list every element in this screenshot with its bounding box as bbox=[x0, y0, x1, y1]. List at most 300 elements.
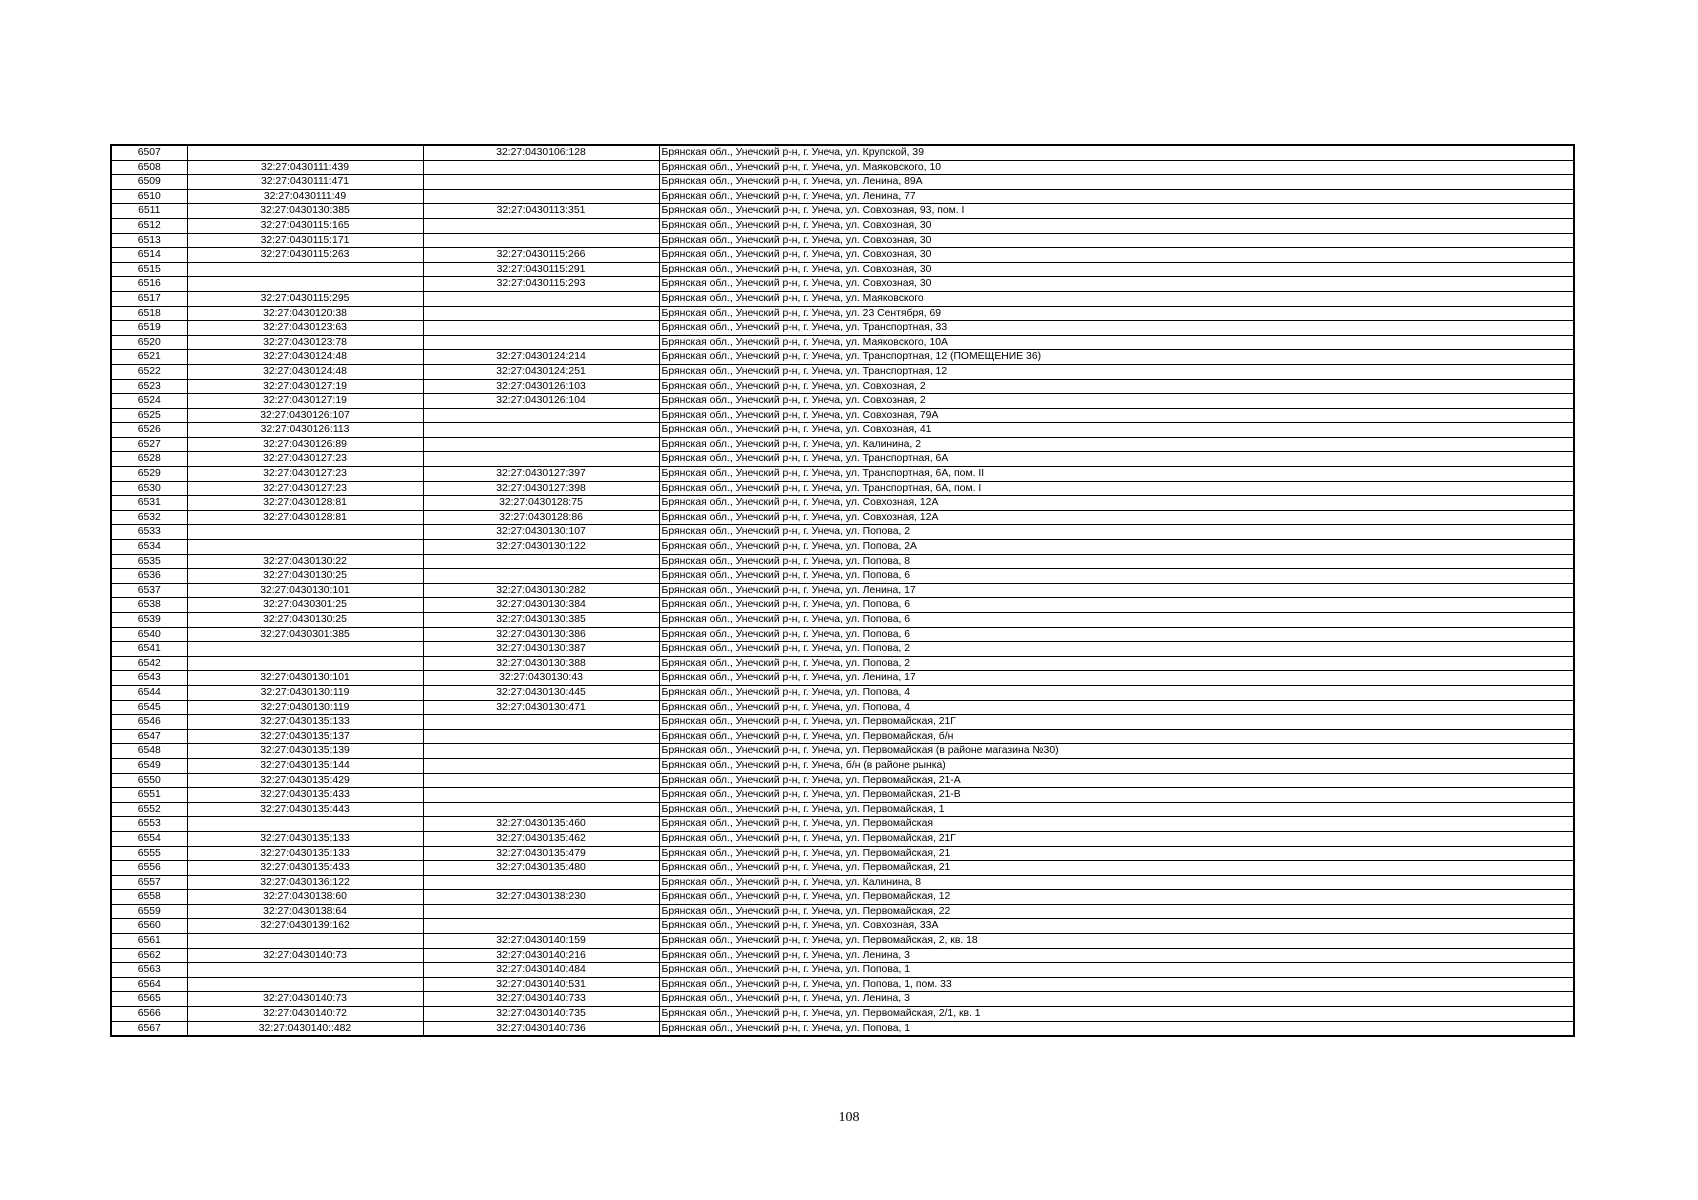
object-cadastral-number-cell bbox=[423, 291, 659, 306]
cadastral-number-cell bbox=[187, 934, 423, 949]
cadastral-number-cell: 32:27:0430124:48 bbox=[187, 350, 423, 365]
table-row bbox=[111, 934, 1574, 949]
object-cadastral-number-cell: 32:27:0430140:531 bbox=[423, 977, 659, 992]
table-row bbox=[111, 992, 1574, 1007]
address-cell: Брянская обл., Унечский р-н, г. Унеча, ул. Совхозная, 30 bbox=[659, 248, 1574, 263]
row-number-cell: 6544 bbox=[111, 685, 187, 700]
object-cadastral-number-cell bbox=[423, 729, 659, 744]
address-cell: Брянская обл., Унечский р-н, г. Унеча, ул. Совхозная, 30 bbox=[659, 233, 1574, 248]
object-cadastral-number-cell: 32:27:0430126:103 bbox=[423, 379, 659, 394]
cadastral-number-cell: 32:27:0430127:19 bbox=[187, 394, 423, 409]
object-cadastral-number-cell bbox=[423, 904, 659, 919]
object-cadastral-number-cell bbox=[423, 788, 659, 803]
object-cadastral-number-cell bbox=[423, 802, 659, 817]
object-cadastral-number-cell: 32:27:0430130:384 bbox=[423, 598, 659, 613]
table-row bbox=[111, 904, 1574, 919]
table-row bbox=[111, 175, 1574, 190]
row-number-cell: 6516 bbox=[111, 277, 187, 292]
object-cadastral-number-cell bbox=[423, 554, 659, 569]
cadastral-number-cell: 32:27:0430124:48 bbox=[187, 364, 423, 379]
cadastral-number-cell: 32:27:0430140:73 bbox=[187, 948, 423, 963]
table-row bbox=[111, 875, 1574, 890]
register-table-body bbox=[111, 145, 1574, 1036]
cadastral-number-cell: 32:27:0430130:25 bbox=[187, 613, 423, 628]
row-number-cell: 6520 bbox=[111, 335, 187, 350]
cadastral-number-cell bbox=[187, 277, 423, 292]
cadastral-number-cell: 32:27:0430138:60 bbox=[187, 890, 423, 905]
address-cell: Брянская обл., Унечский р-н, г. Унеча, ул. Ленина, 3 bbox=[659, 948, 1574, 963]
address-cell: Брянская обл., Унечский р-н, г. Унеча, ул. Маяковского bbox=[659, 291, 1574, 306]
object-cadastral-number-cell: 32:27:0430135:479 bbox=[423, 846, 659, 861]
table-row bbox=[111, 291, 1574, 306]
table-row bbox=[111, 423, 1574, 438]
cadastral-number-cell: 32:27:0430135:133 bbox=[187, 846, 423, 861]
row-number-cell: 6560 bbox=[111, 919, 187, 934]
object-cadastral-number-cell: 32:27:0430140:735 bbox=[423, 1007, 659, 1022]
table-row bbox=[111, 1007, 1574, 1022]
cadastral-number-cell bbox=[187, 656, 423, 671]
row-number-cell: 6522 bbox=[111, 364, 187, 379]
object-cadastral-number-cell: 32:27:0430140:484 bbox=[423, 963, 659, 978]
cadastral-number-cell: 32:27:0430111:439 bbox=[187, 160, 423, 175]
table-row bbox=[111, 919, 1574, 934]
table-row bbox=[111, 744, 1574, 759]
address-cell: Брянская обл., Унечский р-н, г. Унеча, ул. Совхозная, 12А bbox=[659, 496, 1574, 511]
object-cadastral-number-cell bbox=[423, 306, 659, 321]
address-cell: Брянская обл., Унечский р-н, г. Унеча, ул. Попова, 6 bbox=[659, 598, 1574, 613]
address-cell: Брянская обл., Унечский р-н, г. Унеча, ул. Попова, 2 bbox=[659, 525, 1574, 540]
row-number-cell: 6546 bbox=[111, 715, 187, 730]
row-number-cell: 6556 bbox=[111, 861, 187, 876]
object-cadastral-number-cell bbox=[423, 452, 659, 467]
row-number-cell: 6512 bbox=[111, 218, 187, 233]
address-cell: Брянская обл., Унечский р-н, г. Унеча, ул. Попова, 4 bbox=[659, 700, 1574, 715]
row-number-cell: 6542 bbox=[111, 656, 187, 671]
cadastral-number-cell: 32:27:0430135:139 bbox=[187, 744, 423, 759]
object-cadastral-number-cell: 32:27:0430124:251 bbox=[423, 364, 659, 379]
address-cell: Брянская обл., Унечский р-н, г. Унеча, ул. Попова, 1 bbox=[659, 963, 1574, 978]
table-row bbox=[111, 364, 1574, 379]
row-number-cell: 6528 bbox=[111, 452, 187, 467]
cadastral-number-cell: 32:27:0430138:64 bbox=[187, 904, 423, 919]
table-row bbox=[111, 802, 1574, 817]
object-cadastral-number-cell bbox=[423, 715, 659, 730]
object-cadastral-number-cell: 32:27:0430130:385 bbox=[423, 613, 659, 628]
object-cadastral-number-cell bbox=[423, 919, 659, 934]
object-cadastral-number-cell bbox=[423, 321, 659, 336]
row-number-cell: 6566 bbox=[111, 1007, 187, 1022]
table-row bbox=[111, 145, 1574, 160]
table-row bbox=[111, 729, 1574, 744]
cadastral-number-cell: 32:27:0430130:22 bbox=[187, 554, 423, 569]
object-cadastral-number-cell: 32:27:0430140:733 bbox=[423, 992, 659, 1007]
cadastral-number-cell bbox=[187, 817, 423, 832]
object-cadastral-number-cell bbox=[423, 218, 659, 233]
row-number-cell: 6564 bbox=[111, 977, 187, 992]
object-cadastral-number-cell: 32:27:0430113:351 bbox=[423, 204, 659, 219]
address-cell: Брянская обл., Унечский р-н, г. Унеча, ул. Совхозная, 33А bbox=[659, 919, 1574, 934]
cadastral-number-cell: 32:27:0430127:19 bbox=[187, 379, 423, 394]
address-cell: Брянская обл., Унечский р-н, г. Унеча, ул. Попова, 1, пом. 33 bbox=[659, 977, 1574, 992]
address-cell: Брянская обл., Унечский р-н, г. Унеча, ул. Первомайская, 12 bbox=[659, 890, 1574, 905]
object-cadastral-number-cell: 32:27:0430106:128 bbox=[423, 145, 659, 160]
address-cell: Брянская обл., Унечский р-н, г. Унеча, ул. Ленина, 17 bbox=[659, 671, 1574, 686]
table-row bbox=[111, 613, 1574, 628]
address-cell: Брянская обл., Унечский р-н, г. Унеча, б/н (в районе рынка) bbox=[659, 758, 1574, 773]
row-number-cell: 6511 bbox=[111, 204, 187, 219]
cadastral-number-cell: 32:27:0430115:263 bbox=[187, 248, 423, 263]
row-number-cell: 6525 bbox=[111, 408, 187, 423]
object-cadastral-number-cell bbox=[423, 875, 659, 890]
object-cadastral-number-cell: 32:27:0430115:293 bbox=[423, 277, 659, 292]
address-cell: Брянская обл., Унечский р-н, г. Унеча, ул. Попова, 2 bbox=[659, 642, 1574, 657]
table-row bbox=[111, 642, 1574, 657]
row-number-cell: 6514 bbox=[111, 248, 187, 263]
table-row bbox=[111, 350, 1574, 365]
row-number-cell: 6537 bbox=[111, 583, 187, 598]
cadastral-number-cell bbox=[187, 145, 423, 160]
object-cadastral-number-cell: 32:27:0430130:122 bbox=[423, 540, 659, 555]
object-cadastral-number-cell: 32:27:0430138:230 bbox=[423, 890, 659, 905]
row-number-cell: 6559 bbox=[111, 904, 187, 919]
table-row bbox=[111, 277, 1574, 292]
cadastral-number-cell: 32:27:0430115:295 bbox=[187, 291, 423, 306]
cadastral-number-cell bbox=[187, 540, 423, 555]
table-row bbox=[111, 510, 1574, 525]
address-cell: Брянская обл., Унечский р-н, г. Унеча, ул. Первомайская, 21-В bbox=[659, 788, 1574, 803]
address-cell: Брянская обл., Унечский р-н, г. Унеча, ул. Калинина, 2 bbox=[659, 437, 1574, 452]
table-row bbox=[111, 671, 1574, 686]
table-row bbox=[111, 700, 1574, 715]
address-cell: Брянская обл., Унечский р-н, г. Унеча, ул. Транспортная, 12 bbox=[659, 364, 1574, 379]
address-cell: Брянская обл., Унечский р-н, г. Унеча, ул. Транспортная, 6А, пом. I bbox=[659, 481, 1574, 496]
row-number-cell: 6526 bbox=[111, 423, 187, 438]
cadastral-number-cell: 32:27:0430135:137 bbox=[187, 729, 423, 744]
address-cell: Брянская обл., Унечский р-н, г. Унеча, ул. Первомайская, 1 bbox=[659, 802, 1574, 817]
table-row bbox=[111, 598, 1574, 613]
row-number-cell: 6565 bbox=[111, 992, 187, 1007]
address-cell: Брянская обл., Унечский р-н, г. Унеча, ул. 23 Сентября, 69 bbox=[659, 306, 1574, 321]
row-number-cell: 6519 bbox=[111, 321, 187, 336]
row-number-cell: 6535 bbox=[111, 554, 187, 569]
address-cell: Брянская обл., Унечский р-н, г. Унеча, ул. Транспортная, 6А, пом. II bbox=[659, 467, 1574, 482]
cadastral-number-cell: 32:27:0430135:433 bbox=[187, 788, 423, 803]
cadastral-number-cell: 32:27:0430123:78 bbox=[187, 335, 423, 350]
address-cell: Брянская обл., Унечский р-н, г. Унеча, ул. Попова, 6 bbox=[659, 613, 1574, 628]
address-cell: Брянская обл., Унечский р-н, г. Унеча, ул. Попова, 4 bbox=[659, 685, 1574, 700]
address-cell: Брянская обл., Унечский р-н, г. Унеча, ул. Транспортная, 12 (ПОМЕЩЕНИЕ 36) bbox=[659, 350, 1574, 365]
address-cell: Брянская обл., Унечский р-н, г. Унеча, ул. Попова, 1 bbox=[659, 1021, 1574, 1036]
cadastral-number-cell: 32:27:0430139:162 bbox=[187, 919, 423, 934]
row-number-cell: 6518 bbox=[111, 306, 187, 321]
address-cell: Брянская обл., Унечский р-н, г. Унеча, ул. Совхозная, 79А bbox=[659, 408, 1574, 423]
row-number-cell: 6553 bbox=[111, 817, 187, 832]
address-cell: Брянская обл., Унечский р-н, г. Унеча, ул. Транспортная, 33 bbox=[659, 321, 1574, 336]
cadastral-number-cell: 32:27:0430130:101 bbox=[187, 671, 423, 686]
address-cell: Брянская обл., Унечский р-н, г. Унеча, ул. Совхозная, 41 bbox=[659, 423, 1574, 438]
object-cadastral-number-cell bbox=[423, 569, 659, 584]
table-row bbox=[111, 540, 1574, 555]
object-cadastral-number-cell bbox=[423, 160, 659, 175]
table-row bbox=[111, 977, 1574, 992]
address-cell: Брянская обл., Унечский р-н, г. Унеча, ул. Первомайская bbox=[659, 817, 1574, 832]
row-number-cell: 6552 bbox=[111, 802, 187, 817]
row-number-cell: 6563 bbox=[111, 963, 187, 978]
row-number-cell: 6517 bbox=[111, 291, 187, 306]
row-number-cell: 6549 bbox=[111, 758, 187, 773]
address-cell: Брянская обл., Унечский р-н, г. Унеча, ул. Совхозная, 2 bbox=[659, 379, 1574, 394]
table-row bbox=[111, 554, 1574, 569]
row-number-cell: 6562 bbox=[111, 948, 187, 963]
table-row bbox=[111, 846, 1574, 861]
object-cadastral-number-cell bbox=[423, 408, 659, 423]
cadastral-number-cell: 32:27:0430115:171 bbox=[187, 233, 423, 248]
table-row bbox=[111, 831, 1574, 846]
cadastral-number-cell: 32:27:0430130:25 bbox=[187, 569, 423, 584]
cadastral-number-cell: 32:27:0430140:72 bbox=[187, 1007, 423, 1022]
cadastral-number-cell: 32:27:0430135:133 bbox=[187, 831, 423, 846]
object-cadastral-number-cell: 32:27:0430140:216 bbox=[423, 948, 659, 963]
object-cadastral-number-cell bbox=[423, 233, 659, 248]
object-cadastral-number-cell bbox=[423, 335, 659, 350]
table-row bbox=[111, 525, 1574, 540]
table-row bbox=[111, 437, 1574, 452]
object-cadastral-number-cell: 32:27:0430126:104 bbox=[423, 394, 659, 409]
object-cadastral-number-cell: 32:27:0430130:445 bbox=[423, 685, 659, 700]
table-row bbox=[111, 160, 1574, 175]
object-cadastral-number-cell bbox=[423, 437, 659, 452]
table-row bbox=[111, 408, 1574, 423]
cadastral-number-cell: 32:27:0430128:81 bbox=[187, 496, 423, 511]
row-number-cell: 6534 bbox=[111, 540, 187, 555]
object-cadastral-number-cell: 32:27:0430135:460 bbox=[423, 817, 659, 832]
object-cadastral-number-cell: 32:27:0430115:266 bbox=[423, 248, 659, 263]
row-number-cell: 6515 bbox=[111, 262, 187, 277]
address-cell: Брянская обл., Унечский р-н, г. Унеча, ул. Совхозная, 30 bbox=[659, 218, 1574, 233]
address-cell: Брянская обл., Унечский р-н, г. Унеча, ул. Первомайская, 21-А bbox=[659, 773, 1574, 788]
cadastral-number-cell: 32:27:0430301:385 bbox=[187, 627, 423, 642]
cadastral-number-cell: 32:27:0430120:38 bbox=[187, 306, 423, 321]
cadastral-number-cell: 32:27:0430111:471 bbox=[187, 175, 423, 190]
object-cadastral-number-cell bbox=[423, 773, 659, 788]
table-row bbox=[111, 306, 1574, 321]
table-row bbox=[111, 569, 1574, 584]
cadastral-number-cell: 32:27:0430111:49 bbox=[187, 189, 423, 204]
cadastral-number-cell: 32:27:0430127:23 bbox=[187, 467, 423, 482]
object-cadastral-number-cell: 32:27:0430128:86 bbox=[423, 510, 659, 525]
table-row bbox=[111, 715, 1574, 730]
cadastral-number-cell: 32:27:0430135:443 bbox=[187, 802, 423, 817]
row-number-cell: 6561 bbox=[111, 934, 187, 949]
cadastral-number-cell: 32:27:0430126:107 bbox=[187, 408, 423, 423]
row-number-cell: 6523 bbox=[111, 379, 187, 394]
table-row bbox=[111, 496, 1574, 511]
cadastral-number-cell: 32:27:0430123:63 bbox=[187, 321, 423, 336]
object-cadastral-number-cell: 32:27:0430140:736 bbox=[423, 1021, 659, 1036]
table-row bbox=[111, 189, 1574, 204]
table-row bbox=[111, 861, 1574, 876]
object-cadastral-number-cell: 32:27:0430130:386 bbox=[423, 627, 659, 642]
row-number-cell: 6557 bbox=[111, 875, 187, 890]
cadastral-number-cell: 32:27:0430126:89 bbox=[187, 437, 423, 452]
table-row bbox=[111, 481, 1574, 496]
object-cadastral-number-cell: 32:27:0430130:107 bbox=[423, 525, 659, 540]
cadastral-number-cell bbox=[187, 262, 423, 277]
table-row bbox=[111, 773, 1574, 788]
row-number-cell: 6510 bbox=[111, 189, 187, 204]
object-cadastral-number-cell bbox=[423, 744, 659, 759]
address-cell: Брянская обл., Унечский р-н, г. Унеча, ул. Ленина, 17 bbox=[659, 583, 1574, 598]
row-number-cell: 6532 bbox=[111, 510, 187, 525]
row-number-cell: 6524 bbox=[111, 394, 187, 409]
cadastral-number-cell: 32:27:0430135:429 bbox=[187, 773, 423, 788]
cadastral-number-cell bbox=[187, 977, 423, 992]
cadastral-number-cell: 32:27:0430127:23 bbox=[187, 481, 423, 496]
address-cell: Брянская обл., Унечский р-н, г. Унеча, ул. Первомайская, б/н bbox=[659, 729, 1574, 744]
cadastral-number-cell: 32:27:0430301:25 bbox=[187, 598, 423, 613]
address-cell: Брянская обл., Унечский р-н, г. Унеча, ул. Совхозная, 93, пом. I bbox=[659, 204, 1574, 219]
object-cadastral-number-cell: 32:27:0430128:75 bbox=[423, 496, 659, 511]
object-cadastral-number-cell: 32:27:0430115:291 bbox=[423, 262, 659, 277]
table-row bbox=[111, 262, 1574, 277]
table-row bbox=[111, 248, 1574, 263]
address-cell: Брянская обл., Унечский р-н, г. Унеча, ул. Транспортная, 6А bbox=[659, 452, 1574, 467]
address-cell: Брянская обл., Унечский р-н, г. Унеча, ул. Совхозная, 30 bbox=[659, 277, 1574, 292]
address-cell: Брянская обл., Унечский р-н, г. Унеча, ул. Ленина, 3 bbox=[659, 992, 1574, 1007]
row-number-cell: 6531 bbox=[111, 496, 187, 511]
address-cell: Брянская обл., Унечский р-н, г. Унеча, ул. Первомайская, 2/1, кв. 1 bbox=[659, 1007, 1574, 1022]
table-row bbox=[111, 452, 1574, 467]
cadastral-number-cell: 32:27:0430130:119 bbox=[187, 685, 423, 700]
cadastral-number-cell: 32:27:0430135:144 bbox=[187, 758, 423, 773]
address-cell: Брянская обл., Унечский р-н, г. Унеча, ул. Маяковского, 10А bbox=[659, 335, 1574, 350]
address-cell: Брянская обл., Унечский р-н, г. Унеча, ул. Первомайская, 2, кв. 18 bbox=[659, 934, 1574, 949]
address-cell: Брянская обл., Унечский р-н, г. Унеча, ул. Попова, 2А bbox=[659, 540, 1574, 555]
row-number-cell: 6548 bbox=[111, 744, 187, 759]
table-row bbox=[111, 758, 1574, 773]
table-row bbox=[111, 890, 1574, 905]
object-cadastral-number-cell: 32:27:0430135:462 bbox=[423, 831, 659, 846]
row-number-cell: 6551 bbox=[111, 788, 187, 803]
row-number-cell: 6540 bbox=[111, 627, 187, 642]
row-number-cell: 6533 bbox=[111, 525, 187, 540]
address-cell: Брянская обл., Унечский р-н, г. Унеча, ул. Первомайская, 21Г bbox=[659, 715, 1574, 730]
table-row bbox=[111, 321, 1574, 336]
cadastral-number-cell: 32:27:0430130:101 bbox=[187, 583, 423, 598]
table-row bbox=[111, 948, 1574, 963]
address-cell: Брянская обл., Унечский р-н, г. Унеча, ул. Ленина, 77 bbox=[659, 189, 1574, 204]
address-cell: Брянская обл., Унечский р-н, г. Унеча, ул. Попова, 6 bbox=[659, 627, 1574, 642]
row-number-cell: 6543 bbox=[111, 671, 187, 686]
cadastral-number-cell: 32:27:0430135:433 bbox=[187, 861, 423, 876]
cadastral-number-cell: 32:27:0430127:23 bbox=[187, 452, 423, 467]
table-row bbox=[111, 394, 1574, 409]
table-row bbox=[111, 963, 1574, 978]
row-number-cell: 6508 bbox=[111, 160, 187, 175]
table-row bbox=[111, 817, 1574, 832]
row-number-cell: 6509 bbox=[111, 175, 187, 190]
address-cell: Брянская обл., Унечский р-н, г. Унеча, ул. Первомайская, 21Г bbox=[659, 831, 1574, 846]
cadastral-number-cell: 32:27:0430126:113 bbox=[187, 423, 423, 438]
row-number-cell: 6536 bbox=[111, 569, 187, 584]
row-number-cell: 6513 bbox=[111, 233, 187, 248]
row-number-cell: 6521 bbox=[111, 350, 187, 365]
table-row bbox=[111, 788, 1574, 803]
object-cadastral-number-cell: 32:27:0430127:397 bbox=[423, 467, 659, 482]
object-cadastral-number-cell: 32:27:0430130:282 bbox=[423, 583, 659, 598]
table-row bbox=[111, 583, 1574, 598]
row-number-cell: 6558 bbox=[111, 890, 187, 905]
object-cadastral-number-cell: 32:27:0430130:387 bbox=[423, 642, 659, 657]
object-cadastral-number-cell bbox=[423, 758, 659, 773]
cadastral-number-cell: 32:27:0430115:165 bbox=[187, 218, 423, 233]
address-cell: Брянская обл., Унечский р-н, г. Унеча, ул. Первомайская (в районе магазина №30) bbox=[659, 744, 1574, 759]
table-row bbox=[111, 685, 1574, 700]
row-number-cell: 6545 bbox=[111, 700, 187, 715]
cadastral-number-cell: 32:27:0430136:122 bbox=[187, 875, 423, 890]
row-number-cell: 6555 bbox=[111, 846, 187, 861]
row-number-cell: 6547 bbox=[111, 729, 187, 744]
address-cell: Брянская обл., Унечский р-н, г. Унеча, ул. Ленина, 89А bbox=[659, 175, 1574, 190]
address-cell: Брянская обл., Унечский р-н, г. Унеча, ул. Маяковского, 10 bbox=[659, 160, 1574, 175]
object-cadastral-number-cell: 32:27:0430124:214 bbox=[423, 350, 659, 365]
object-cadastral-number-cell bbox=[423, 189, 659, 204]
cadastral-number-cell bbox=[187, 642, 423, 657]
object-cadastral-number-cell: 32:27:0430130:471 bbox=[423, 700, 659, 715]
object-cadastral-number-cell: 32:27:0430127:398 bbox=[423, 481, 659, 496]
page-number: 108 bbox=[838, 1110, 860, 1125]
table-row bbox=[111, 467, 1574, 482]
object-cadastral-number-cell: 32:27:0430135:480 bbox=[423, 861, 659, 876]
row-number-cell: 6530 bbox=[111, 481, 187, 496]
table-row bbox=[111, 335, 1574, 350]
address-cell: Брянская обл., Унечский р-н, г. Унеча, ул. Совхозная, 30 bbox=[659, 262, 1574, 277]
row-number-cell: 6539 bbox=[111, 613, 187, 628]
table-row bbox=[111, 233, 1574, 248]
register-table bbox=[110, 144, 1575, 1037]
row-number-cell: 6527 bbox=[111, 437, 187, 452]
table-row bbox=[111, 379, 1574, 394]
address-cell: Брянская обл., Унечский р-н, г. Унеча, ул. Калинина, 8 bbox=[659, 875, 1574, 890]
address-cell: Брянская обл., Унечский р-н, г. Унеча, ул. Попова, 8 bbox=[659, 554, 1574, 569]
cadastral-number-cell: 32:27:0430140:73 bbox=[187, 992, 423, 1007]
cadastral-number-cell: 32:27:0430130:119 bbox=[187, 700, 423, 715]
cadastral-number-cell bbox=[187, 963, 423, 978]
table-row bbox=[111, 204, 1574, 219]
table-row bbox=[111, 656, 1574, 671]
address-cell: Брянская обл., Унечский р-н, г. Унеча, ул. Совхозная, 12А bbox=[659, 510, 1574, 525]
address-cell: Брянская обл., Унечский р-н, г. Унеча, ул. Совхозная, 2 bbox=[659, 394, 1574, 409]
address-cell: Брянская обл., Унечский р-н, г. Унеча, ул. Крупской, 39 bbox=[659, 145, 1574, 160]
address-cell: Брянская обл., Унечский р-н, г. Унеча, ул. Попова, 2 bbox=[659, 656, 1574, 671]
table-row bbox=[111, 218, 1574, 233]
object-cadastral-number-cell: 32:27:0430130:43 bbox=[423, 671, 659, 686]
object-cadastral-number-cell bbox=[423, 175, 659, 190]
cadastral-number-cell: 32:27:0430135:133 bbox=[187, 715, 423, 730]
row-number-cell: 6541 bbox=[111, 642, 187, 657]
row-number-cell: 6550 bbox=[111, 773, 187, 788]
address-cell: Брянская обл., Унечский р-н, г. Унеча, ул. Первомайская, 21 bbox=[659, 861, 1574, 876]
object-cadastral-number-cell: 32:27:0430140:159 bbox=[423, 934, 659, 949]
row-number-cell: 6529 bbox=[111, 467, 187, 482]
address-cell: Брянская обл., Унечский р-н, г. Унеча, ул. Попова, 6 bbox=[659, 569, 1574, 584]
cadastral-number-cell: 32:27:0430140::482 bbox=[187, 1021, 423, 1036]
row-number-cell: 6538 bbox=[111, 598, 187, 613]
row-number-cell: 6554 bbox=[111, 831, 187, 846]
cadastral-number-cell: 32:27:0430130:385 bbox=[187, 204, 423, 219]
row-number-cell: 6567 bbox=[111, 1021, 187, 1036]
address-cell: Брянская обл., Унечский р-н, г. Унеча, ул. Первомайская, 21 bbox=[659, 846, 1574, 861]
